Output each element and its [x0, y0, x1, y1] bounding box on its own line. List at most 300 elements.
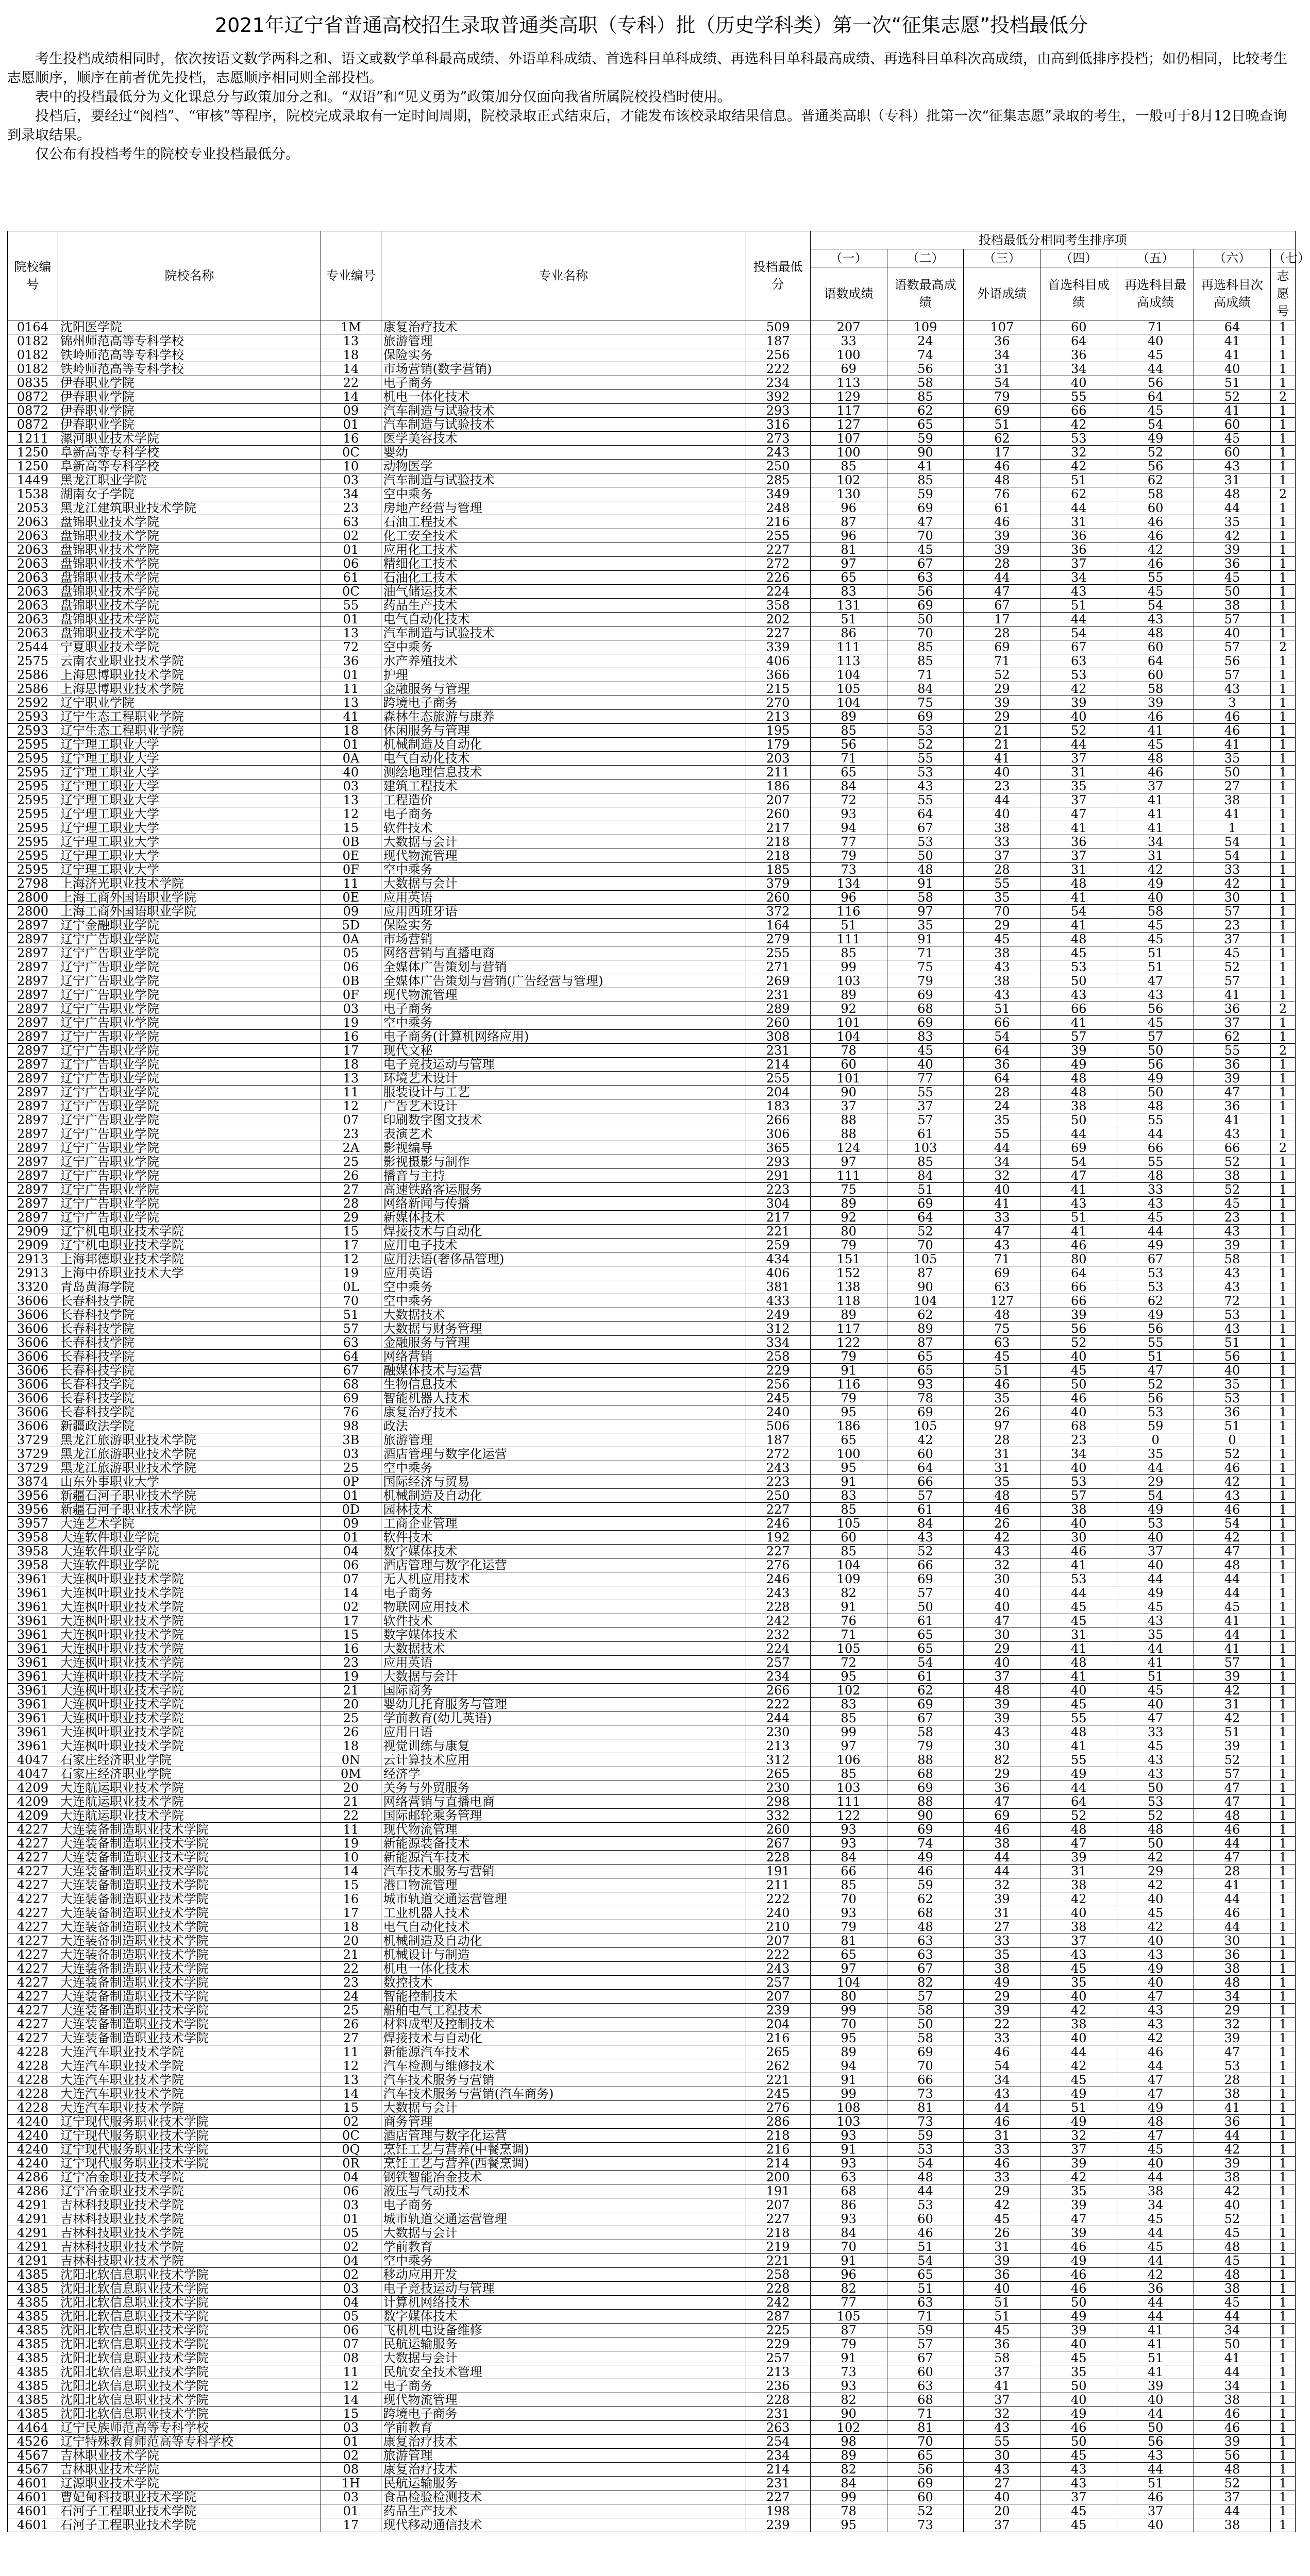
volunteer-no-cell: 1	[1270, 2018, 1295, 2031]
second-subject-next-cell: 44	[1194, 1920, 1271, 1934]
foreign-lang-cell: 64	[964, 1072, 1040, 1086]
major-name-cell: 空中乘务	[381, 1280, 746, 1294]
school-code-cell: 0182	[8, 362, 58, 376]
foreign-lang-cell: 42	[964, 1531, 1040, 1545]
table-row	[8, 2337, 1296, 2351]
table-row	[8, 1851, 1296, 1865]
second-subject-next-cell: 3	[1194, 696, 1271, 710]
school-code-cell: 3956	[8, 1489, 58, 1503]
first-subject-cell: 54	[1040, 905, 1117, 919]
school-name-cell: 辽宁广告职业学院	[58, 1169, 321, 1183]
min-score-cell: 372	[746, 905, 810, 919]
yushu-max-cell: 60	[887, 2212, 964, 2226]
yushu-cell: 151	[810, 1252, 887, 1266]
foreign-lang-cell: 69	[964, 1809, 1040, 1823]
table-row	[8, 1239, 1296, 1252]
volunteer-no-cell: 1	[1270, 1600, 1295, 1614]
foreign-lang-cell: 39	[964, 1698, 1040, 1711]
school-name-cell: 辽宁广告职业学院	[58, 1155, 321, 1169]
table-row	[8, 849, 1296, 863]
second-subject-next-cell: 47	[1194, 1795, 1271, 1809]
table-row	[8, 1266, 1296, 1280]
second-subject-max-cell: 51	[1117, 1670, 1194, 1684]
yushu-max-cell: 85	[887, 640, 964, 654]
yushu-cell: 97	[810, 557, 887, 571]
school-code-cell: 3958	[8, 1545, 58, 1558]
yushu-max-cell: 62	[887, 1308, 964, 1322]
yushu-max-cell: 60	[887, 2365, 964, 2379]
yushu-cell: 111	[810, 1169, 887, 1183]
second-subject-next-cell: 46	[1194, 1461, 1271, 1475]
major-name-cell: 油气储运技术	[381, 585, 746, 599]
yushu-max-cell: 53	[887, 766, 964, 779]
major-name-cell: 婴幼	[381, 446, 746, 460]
table-row	[8, 1072, 1296, 1086]
min-score-cell: 358	[746, 599, 810, 613]
table-row	[8, 766, 1296, 779]
major-code-cell: 0B	[321, 974, 381, 988]
school-name-cell: 大连装备制造职业技术学院	[58, 2031, 321, 2045]
yushu-max-cell: 93	[887, 1378, 964, 1392]
second-subject-next-cell: 46	[1194, 2407, 1271, 2421]
major-code-cell: 12	[321, 1252, 381, 1266]
foreign-lang-cell: 29	[964, 919, 1040, 933]
second-subject-next-cell: 42	[1194, 1475, 1271, 1489]
second-subject-next-cell: 57	[1194, 974, 1271, 988]
second-subject-max-cell: 49	[1117, 1503, 1194, 1517]
major-name-cell: 国际商务	[381, 1684, 746, 1698]
volunteer-no-cell: 1	[1270, 2129, 1295, 2143]
min-score-cell: 185	[746, 863, 810, 877]
first-subject-cell: 46	[1040, 2240, 1117, 2254]
second-subject-max-cell: 44	[1117, 1461, 1194, 1475]
yushu-cell: 94	[810, 2059, 887, 2073]
volunteer-no-cell: 1	[1270, 2407, 1295, 2421]
first-subject-cell: 38	[1040, 1920, 1117, 1934]
yushu-max-cell: 63	[887, 2296, 964, 2310]
school-name-cell: 曹妃甸科技职业技术学院	[58, 2490, 321, 2504]
yushu-cell: 95	[810, 1461, 887, 1475]
second-subject-next-cell: 60	[1194, 446, 1271, 460]
school-code-cell: 4240	[8, 2143, 58, 2157]
yushu-cell: 118	[810, 1294, 887, 1308]
major-code-cell: 08	[321, 2463, 381, 2477]
school-code-cell: 2063	[8, 529, 58, 543]
volunteer-no-cell: 1	[1270, 1823, 1295, 1837]
second-subject-next-cell: 29	[1194, 2004, 1271, 2018]
major-name-cell: 电气自动化技术	[381, 1920, 746, 1934]
yushu-cell: 91	[810, 1475, 887, 1489]
yushu-cell: 105	[810, 682, 887, 696]
yushu-cell: 95	[810, 2031, 887, 2045]
first-subject-cell: 66	[1040, 1280, 1117, 1294]
second-subject-next-cell: 36	[1194, 2115, 1271, 2129]
yushu-cell: 97	[810, 1962, 887, 1976]
yushu-cell: 107	[810, 432, 887, 446]
major-name-cell: 民航运输服务	[381, 2337, 746, 2351]
second-subject-max-cell: 56	[1117, 1392, 1194, 1405]
table-row	[8, 599, 1296, 613]
second-subject-next-cell: 57	[1194, 613, 1271, 626]
min-score-cell: 207	[746, 2198, 810, 2212]
foreign-lang-cell: 97	[964, 1419, 1040, 1433]
second-subject-max-cell: 48	[1117, 1099, 1194, 1113]
first-subject-cell: 49	[1040, 2087, 1117, 2101]
school-code-cell: 4227	[8, 1962, 58, 1976]
foreign-lang-cell: 28	[964, 557, 1040, 571]
min-score-cell: 276	[746, 2101, 810, 2115]
school-code-cell: 4240	[8, 2129, 58, 2143]
school-code-cell: 4227	[8, 1990, 58, 2004]
major-name-cell: 汽车技术服务与营销	[381, 1865, 746, 1878]
major-code-cell: 02	[321, 2115, 381, 2129]
first-subject-cell: 39	[1040, 2157, 1117, 2171]
yushu-max-cell: 70	[887, 2059, 964, 2073]
volunteer-no-cell: 1	[1270, 1725, 1295, 1739]
major-name-cell: 房地产经营与管理	[381, 501, 746, 515]
min-score-cell: 234	[746, 2449, 810, 2463]
second-subject-max-cell: 43	[1117, 988, 1194, 1002]
table-row	[8, 362, 1296, 376]
major-name-cell: 城市轨道交通运营管理	[381, 1892, 746, 1906]
school-code-cell: 3956	[8, 1503, 58, 1517]
min-score-cell: 293	[746, 1155, 810, 1169]
school-code-cell: 0835	[8, 376, 58, 390]
school-code-cell: 2897	[8, 1072, 58, 1086]
yushu-cell: 75	[810, 1183, 887, 1197]
yushu-cell: 85	[810, 1878, 887, 1892]
school-code-cell: 2063	[8, 557, 58, 571]
table-row	[8, 2031, 1296, 2045]
school-code-cell: 4286	[8, 2184, 58, 2198]
yushu-max-cell: 70	[887, 2435, 964, 2449]
min-score-cell: 231	[746, 988, 810, 1002]
table-row	[8, 2490, 1296, 2504]
yushu-max-cell: 50	[887, 849, 964, 863]
min-score-cell: 213	[746, 1739, 810, 1753]
second-subject-next-cell: 38	[1194, 1962, 1271, 1976]
major-name-cell: 印刷数字图文技术	[381, 1113, 746, 1127]
school-code-cell: 2595	[8, 849, 58, 863]
major-code-cell: 40	[321, 766, 381, 779]
second-subject-next-cell: 36	[1194, 1948, 1271, 1962]
header-col-label: 语数最高成绩	[887, 267, 964, 320]
min-score-cell: 312	[746, 1322, 810, 1336]
foreign-lang-cell: 66	[964, 1016, 1040, 1030]
school-name-cell: 辽宁理工职业大学	[58, 863, 321, 877]
min-score-cell: 228	[746, 2282, 810, 2296]
second-subject-next-cell: 35	[1194, 515, 1271, 529]
first-subject-cell: 49	[1040, 2407, 1117, 2421]
yushu-max-cell: 70	[887, 626, 964, 640]
school-code-cell: 4227	[8, 1976, 58, 1990]
second-subject-next-cell: 54	[1194, 849, 1271, 863]
school-name-cell: 辽宁理工职业大学	[58, 766, 321, 779]
second-subject-max-cell: 49	[1117, 1072, 1194, 1086]
second-subject-max-cell: 55	[1117, 1113, 1194, 1127]
table-row	[8, 1711, 1296, 1725]
yushu-cell: 37	[810, 1099, 887, 1113]
major-name-cell: 电子商务	[381, 1002, 746, 1016]
foreign-lang-cell: 29	[964, 710, 1040, 724]
yushu-max-cell: 58	[887, 2031, 964, 2045]
major-name-cell: 服装设计与工艺	[381, 1086, 746, 1099]
second-subject-next-cell: 46	[1194, 1503, 1271, 1517]
min-score-cell: 244	[746, 1711, 810, 1725]
yushu-cell: 91	[810, 2351, 887, 2365]
table-row	[8, 1600, 1296, 1614]
school-name-cell: 大连装备制造职业技术学院	[58, 1934, 321, 1948]
foreign-lang-cell: 44	[964, 1865, 1040, 1878]
foreign-lang-cell: 43	[964, 2463, 1040, 2477]
major-code-cell: 15	[321, 2101, 381, 2115]
major-code-cell: 04	[321, 1545, 381, 1558]
second-subject-max-cell: 56	[1117, 1058, 1194, 1072]
second-subject-max-cell: 43	[1117, 1753, 1194, 1767]
school-name-cell: 辽宁广告职业学院	[58, 1016, 321, 1030]
major-code-cell: 15	[321, 821, 381, 835]
school-name-cell: 大连航运职业技术学院	[58, 1781, 321, 1795]
second-subject-next-cell: 41	[1194, 988, 1271, 1002]
yushu-cell: 92	[810, 1211, 887, 1225]
yushu-max-cell: 51	[887, 2282, 964, 2296]
second-subject-max-cell: 35	[1117, 1447, 1194, 1461]
major-code-cell: 98	[321, 1419, 381, 1433]
volunteer-no-cell: 1	[1270, 863, 1295, 877]
first-subject-cell: 66	[1040, 1294, 1117, 1308]
school-name-cell: 辽宁广告职业学院	[58, 1183, 321, 1197]
table-row	[8, 1642, 1296, 1656]
volunteer-no-cell: 2	[1270, 640, 1295, 654]
yushu-cell: 95	[810, 1405, 887, 1419]
volunteer-no-cell: 1	[1270, 1308, 1295, 1322]
yushu-max-cell: 68	[887, 2393, 964, 2407]
foreign-lang-cell: 37	[964, 2365, 1040, 2379]
second-subject-max-cell: 46	[1117, 515, 1194, 529]
major-name-cell: 石油工程技术	[381, 515, 746, 529]
major-name-cell: 康复治疗技术	[381, 2435, 746, 2449]
first-subject-cell: 41	[1040, 821, 1117, 835]
yushu-max-cell: 62	[887, 404, 964, 418]
school-code-cell: 3606	[8, 1322, 58, 1336]
table-row	[8, 1016, 1296, 1030]
table-row	[8, 2504, 1296, 2518]
volunteer-no-cell: 1	[1270, 2254, 1295, 2268]
min-score-cell: 250	[746, 1489, 810, 1503]
major-name-cell: 机械制造及自动化	[381, 738, 746, 752]
min-score-cell: 339	[746, 640, 810, 654]
yushu-cell: 106	[810, 1753, 887, 1767]
major-name-cell: 大数据技术	[381, 1308, 746, 1322]
min-score-cell: 334	[746, 1336, 810, 1350]
second-subject-max-cell: 51	[1117, 2477, 1194, 2490]
min-score-cell: 231	[746, 2407, 810, 2421]
volunteer-no-cell: 1	[1270, 1252, 1295, 1266]
major-name-cell: 材料成型及控制技术	[381, 2018, 746, 2031]
school-name-cell: 辽宁生态工程职业学院	[58, 724, 321, 738]
major-name-cell: 空中乘务	[381, 487, 746, 501]
table-row	[8, 2324, 1296, 2337]
table-row	[8, 1934, 1296, 1948]
yushu-max-cell: 105	[887, 1419, 964, 1433]
first-subject-cell: 38	[1040, 2018, 1117, 2031]
yushu-cell: 91	[810, 2073, 887, 2087]
yushu-cell: 89	[810, 710, 887, 724]
school-name-cell: 吉林科技职业技术学院	[58, 2226, 321, 2240]
table-row	[8, 1447, 1296, 1461]
school-code-cell: 2593	[8, 724, 58, 738]
min-score-cell: 406	[746, 1266, 810, 1280]
yushu-cell: 70	[810, 2018, 887, 2031]
second-subject-next-cell: 38	[1194, 2518, 1271, 2532]
first-subject-cell: 41	[1040, 919, 1117, 933]
major-code-cell: 11	[321, 2045, 381, 2059]
table-row	[8, 1962, 1296, 1976]
first-subject-cell: 35	[1040, 779, 1117, 793]
first-subject-cell: 43	[1040, 988, 1117, 1002]
first-subject-cell: 39	[1040, 2324, 1117, 2337]
min-score-cell: 245	[746, 2087, 810, 2101]
yushu-cell: 89	[810, 1197, 887, 1211]
foreign-lang-cell: 32	[964, 1169, 1040, 1183]
volunteer-no-cell: 1	[1270, 2504, 1295, 2518]
min-score-cell: 207	[746, 1934, 810, 1948]
table-row	[8, 2351, 1296, 2365]
second-subject-next-cell: 47	[1194, 1781, 1271, 1795]
first-subject-cell: 40	[1040, 1461, 1117, 1475]
first-subject-cell: 35	[1040, 1976, 1117, 1990]
min-score-cell: 198	[746, 2504, 810, 2518]
first-subject-cell: 36	[1040, 543, 1117, 557]
major-name-cell: 网络新闻与传播	[381, 1197, 746, 1211]
first-subject-cell: 51	[1040, 1211, 1117, 1225]
major-name-cell: 现代物流管理	[381, 1823, 746, 1837]
yushu-cell: 73	[810, 2365, 887, 2379]
first-subject-cell: 45	[1040, 2518, 1117, 2532]
min-score-cell: 239	[746, 2004, 810, 2018]
school-code-cell: 2586	[8, 668, 58, 682]
school-code-cell: 3606	[8, 1308, 58, 1322]
yushu-max-cell: 43	[887, 779, 964, 793]
min-score-cell: 306	[746, 1127, 810, 1141]
first-subject-cell: 35	[1040, 2184, 1117, 2198]
volunteer-no-cell: 1	[1270, 1489, 1295, 1503]
volunteer-no-cell: 1	[1270, 1628, 1295, 1642]
school-code-cell: 4601	[8, 2518, 58, 2532]
first-subject-cell: 51	[1040, 2101, 1117, 2115]
min-score-cell: 223	[746, 1183, 810, 1197]
major-name-cell: 水产养殖技术	[381, 654, 746, 668]
table-row	[8, 988, 1296, 1002]
volunteer-no-cell: 1	[1270, 1099, 1295, 1113]
second-subject-next-cell: 36	[1194, 1405, 1271, 1419]
volunteer-no-cell: 1	[1270, 599, 1295, 613]
second-subject-next-cell: 38	[1194, 599, 1271, 613]
major-name-cell: 汽车技术服务与营销	[381, 2073, 746, 2087]
table-row	[8, 1558, 1296, 1572]
major-code-cell: 0R	[321, 2157, 381, 2171]
yushu-cell: 84	[810, 779, 887, 793]
major-code-cell: 67	[321, 1364, 381, 1378]
min-score-cell: 246	[746, 1517, 810, 1531]
school-code-cell: 0182	[8, 334, 58, 348]
school-code-cell: 2897	[8, 919, 58, 933]
second-subject-max-cell: 44	[1117, 2254, 1194, 2268]
yushu-max-cell: 63	[887, 1934, 964, 1948]
second-subject-next-cell: 52	[1194, 960, 1271, 974]
min-score-cell: 187	[746, 1433, 810, 1447]
yushu-max-cell: 52	[887, 738, 964, 752]
major-name-cell: 汽车制造与试验技术	[381, 418, 746, 432]
yushu-max-cell: 48	[887, 863, 964, 877]
yushu-cell: 99	[810, 2490, 887, 2504]
major-code-cell: 21	[321, 1948, 381, 1962]
min-score-cell: 234	[746, 1670, 810, 1684]
major-code-cell: 51	[321, 1308, 381, 1322]
table-row	[8, 905, 1296, 919]
volunteer-no-cell: 1	[1270, 2296, 1295, 2310]
yushu-max-cell: 45	[887, 543, 964, 557]
table-row	[8, 668, 1296, 682]
second-subject-next-cell: 39	[1194, 1239, 1271, 1252]
major-name-cell: 智能机器人技术	[381, 1392, 746, 1405]
second-subject-next-cell: 51	[1194, 1725, 1271, 1739]
table-row	[8, 807, 1296, 821]
min-score-cell: 267	[746, 1837, 810, 1851]
foreign-lang-cell: 39	[964, 529, 1040, 543]
volunteer-no-cell: 1	[1270, 2198, 1295, 2212]
yushu-cell: 96	[810, 529, 887, 543]
min-score-cell: 272	[746, 557, 810, 571]
school-code-cell: 4601	[8, 2504, 58, 2518]
yushu-max-cell: 109	[887, 320, 964, 334]
min-score-cell: 381	[746, 1280, 810, 1294]
major-name-cell: 新能源装备技术	[381, 1837, 746, 1851]
volunteer-no-cell: 1	[1270, 1781, 1295, 1795]
school-name-cell: 新疆石河子职业技术学院	[58, 1503, 321, 1517]
yushu-max-cell: 52	[887, 1545, 964, 1558]
major-name-cell: 大数据与会计	[381, 1670, 746, 1684]
school-code-cell: 4227	[8, 1878, 58, 1892]
yushu-cell: 93	[810, 2212, 887, 2226]
school-code-cell: 3606	[8, 1336, 58, 1350]
foreign-lang-cell: 52	[964, 668, 1040, 682]
min-score-cell: 227	[746, 2490, 810, 2504]
foreign-lang-cell: 48	[964, 1684, 1040, 1698]
major-code-cell: 03	[321, 1447, 381, 1461]
major-code-cell: 02	[321, 1600, 381, 1614]
school-code-cell: 2586	[8, 682, 58, 696]
yushu-cell: 70	[810, 1892, 887, 1906]
school-code-cell: 4291	[8, 2226, 58, 2240]
school-name-cell: 大连汽车职业技术学院	[58, 2045, 321, 2059]
major-name-cell: 大数据与会计	[381, 877, 746, 891]
volunteer-no-cell: 1	[1270, 1795, 1295, 1809]
school-code-cell: 4385	[8, 2379, 58, 2393]
second-subject-next-cell: 37	[1194, 1016, 1271, 1030]
yushu-cell: 93	[810, 2129, 887, 2143]
first-subject-cell: 43	[1040, 1197, 1117, 1211]
yushu-cell: 138	[810, 1280, 887, 1294]
second-subject-next-cell: 64	[1194, 320, 1271, 334]
volunteer-no-cell: 1	[1270, 2087, 1295, 2101]
second-subject-next-cell: 44	[1194, 2365, 1271, 2379]
second-subject-max-cell: 33	[1117, 1183, 1194, 1197]
volunteer-no-cell: 1	[1270, 988, 1295, 1002]
table-row	[8, 640, 1296, 654]
min-score-cell: 204	[746, 1086, 810, 1099]
major-name-cell: 空中乘务	[381, 2254, 746, 2268]
